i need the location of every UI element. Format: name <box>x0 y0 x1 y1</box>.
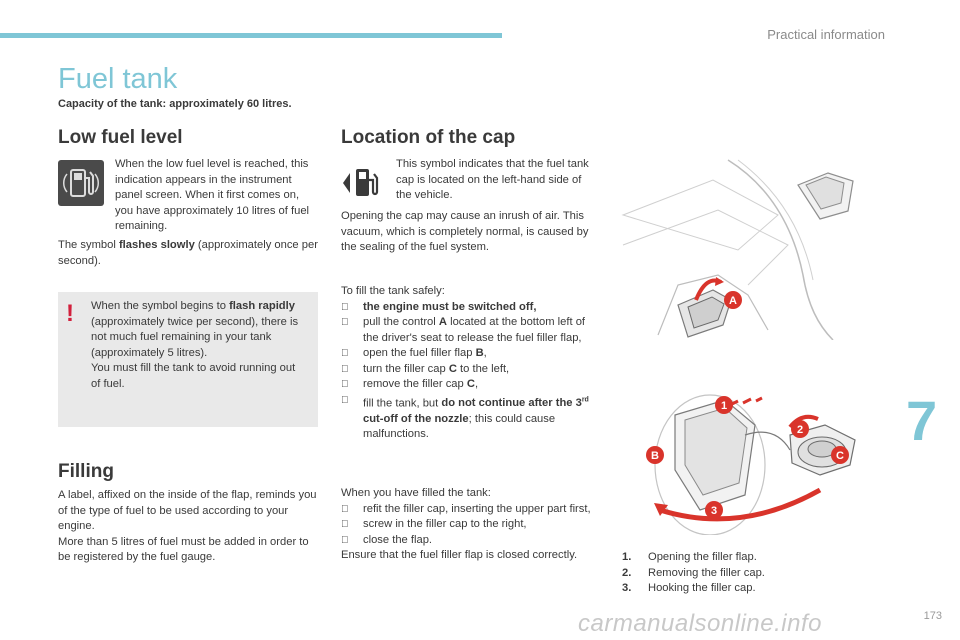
fill-procedure <box>341 284 603 443</box>
text: The symbol <box>58 239 119 251</box>
chapter-number: 7 <box>906 389 938 452</box>
figure-legend <box>622 550 842 597</box>
text-bold: flashes slowly <box>118 239 195 251</box>
filling-heading: Filling <box>58 461 114 482</box>
step-number-2: 2 <box>796 424 804 436</box>
low-fuel-warning-icon <box>58 160 104 206</box>
after-fill-procedure <box>341 486 603 564</box>
callout-a: A <box>729 295 737 307</box>
text: located at the bottom left of the driver's seat to release the fuel filler flap, <box>363 316 586 344</box>
filler-cap-illustration <box>640 385 875 535</box>
text: pull the control <box>363 316 439 328</box>
text-bold: C <box>466 378 475 390</box>
bullet-icon <box>341 393 349 409</box>
bullet-icon <box>341 533 349 549</box>
cap-location-heading: Location of the cap <box>341 127 516 148</box>
text: A label, affixed on the inside of the flap, reminds you of the type of fuel to be used according to your engine. <box>58 489 317 532</box>
after-intro: When you have filled the tank: <box>341 487 491 499</box>
text-bold: flash rapidly <box>229 300 295 312</box>
legend-number: 1. <box>622 551 632 563</box>
text: ; this could cause malfunctions. <box>363 412 556 441</box>
cap-symbol-text: This symbol indicates that the fuel tank cap is located on the left-hand side of the vehicle. <box>396 158 589 201</box>
low-fuel-flash-slow <box>58 238 320 269</box>
text: remove the filler cap <box>363 378 467 390</box>
callout-b: B <box>651 450 659 462</box>
text: turn the filler cap <box>363 362 449 375</box>
text-bold: cut-off of the nozzle <box>363 412 469 425</box>
text: More than 5 litres of fuel must be added in order to be registered by the fuel gauge. <box>58 535 309 563</box>
legend-item <box>622 550 842 566</box>
legend-text: Hooking the filler cap. <box>648 582 756 594</box>
section-title: Practical information <box>767 27 885 42</box>
text-bold: the engine must be switched off, <box>363 300 537 313</box>
text: (approximately twice per second), there is not much fuel remaining in your tank (approximately 5 litres). <box>91 315 299 359</box>
text: open the fuel filler flap <box>363 347 476 359</box>
cap-opening-text: Opening the cap may cause an inrush of air. This vacuum, which is completely normal, is caused by the sealing of the fuel system. <box>341 210 589 253</box>
list-item <box>341 502 603 518</box>
warning-text <box>91 299 303 392</box>
low-fuel-description: When the low fuel level is reached, this indication appears in the instrument panel screen. When it first comes on, you have approximately 10 litres of fuel remaining. <box>115 158 310 232</box>
text: (approximately once per second). <box>58 239 318 267</box>
list-item <box>341 346 603 362</box>
bullet-icon <box>341 377 349 393</box>
bullet-icon <box>341 315 349 331</box>
legend-text: Removing the filler cap. <box>648 566 765 579</box>
list-item <box>341 362 603 378</box>
text: refit the filler cap, inserting the upper part first, <box>363 502 591 515</box>
list-item <box>341 393 603 443</box>
text: You must fill the tank to avoid running out of fuel. <box>91 362 296 390</box>
bullet-icon <box>341 502 349 518</box>
text: fill the tank, but <box>363 397 442 410</box>
filling-text <box>58 488 320 566</box>
list-item <box>341 517 603 533</box>
exclamation-icon: ! <box>66 300 74 327</box>
bullet-icon <box>341 346 349 362</box>
text: , <box>483 347 487 359</box>
step-number-1: 1 <box>720 400 728 412</box>
fuel-cap-side-icon <box>342 163 388 203</box>
low-fuel-heading: Low fuel level <box>58 127 183 148</box>
step-number-3: 3 <box>710 505 718 517</box>
page-title: Fuel tank <box>58 63 178 95</box>
bullet-icon <box>341 300 349 316</box>
bullet-icon <box>341 517 349 533</box>
text: to the left, <box>456 362 510 375</box>
superscript: rd <box>581 396 589 404</box>
text-bold: do not continue after the 3 <box>441 397 582 410</box>
page-number: 173 <box>923 610 942 622</box>
text: , <box>474 378 479 390</box>
list-item <box>341 533 603 549</box>
legend-number: 2. <box>622 566 632 579</box>
header-accent-bar <box>0 33 502 38</box>
watermark: carmanualsonline.info <box>578 610 822 637</box>
list-item <box>341 300 603 316</box>
text: When the symbol begins to <box>91 300 230 312</box>
bullet-icon <box>341 362 349 378</box>
legend-number: 3. <box>622 582 632 594</box>
list-item <box>341 377 603 393</box>
ensure-closed-text: Ensure that the fuel filler flap is closed correctly. <box>341 549 578 561</box>
seat-control-illustration <box>618 155 888 340</box>
legend-item <box>622 581 842 597</box>
list-item <box>341 315 603 346</box>
legend-text: Opening the filler flap. <box>648 551 757 563</box>
text-bold: B <box>475 347 484 359</box>
legend-item <box>622 566 842 582</box>
tank-capacity: Capacity of the tank: approximately 60 litres. <box>58 98 292 110</box>
text: close the flap. <box>363 533 433 546</box>
text-bold: A <box>438 316 447 328</box>
text-bold: C <box>448 362 457 375</box>
callout-c: C <box>836 450 844 462</box>
text: screw in the filler cap to the right, <box>363 518 527 530</box>
fill-intro: To fill the tank safely: <box>341 285 445 297</box>
